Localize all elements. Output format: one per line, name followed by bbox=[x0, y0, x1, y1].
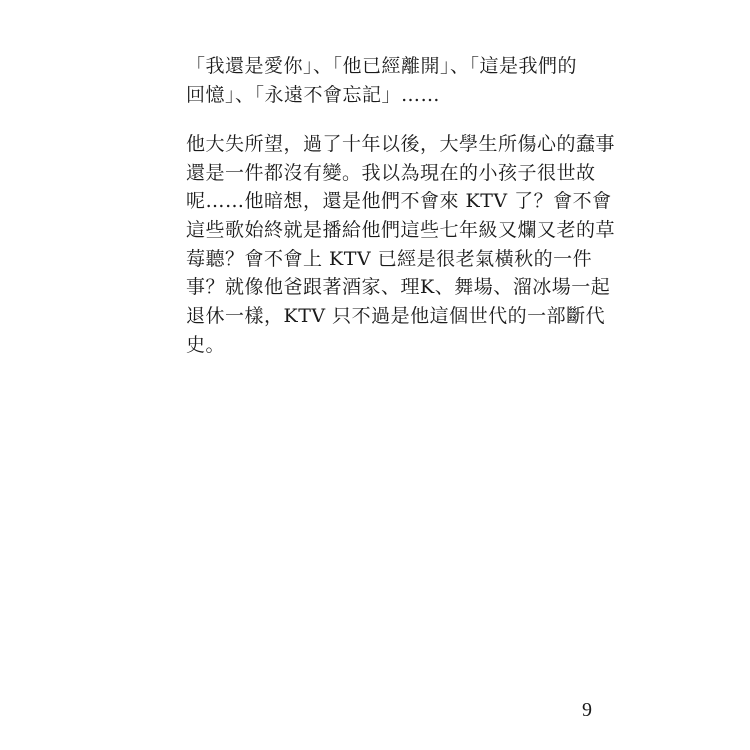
text-line: 回憶」、「永遠不會忘記」…… bbox=[186, 83, 441, 106]
paragraph-ktv-reflection bbox=[186, 130, 616, 360]
text-line: 史。 bbox=[186, 333, 226, 356]
text-line: 「我還是愛你」、「他已經離開」、「這是我們的 bbox=[186, 55, 578, 77]
text-line: 他大失所望，過了十年以後，大學生所傷心的蠢事 bbox=[186, 133, 616, 155]
text-line: 還是一件都沒有變。我以為現在的小孩子很世故 bbox=[186, 161, 596, 184]
text-line: 呢……他暗想，還是他們不會來 KTV 了？會不會 bbox=[186, 190, 612, 213]
text-line: 莓聽？會不會上 KTV 已經是很老氣橫秋的一件 bbox=[186, 247, 593, 270]
paragraph-song-titles bbox=[186, 52, 596, 109]
text-line: 事？就像他爸跟著酒家、理K、舞場、溜冰場一起 bbox=[186, 276, 611, 299]
text-line: 這些歌始終就是播給他們這些七年級又爛又老的草 bbox=[186, 219, 616, 242]
text-line: 退休一樣，KTV 只不過是他這個世代的一部斷代 bbox=[186, 305, 606, 328]
page-number: 9 bbox=[582, 699, 592, 721]
